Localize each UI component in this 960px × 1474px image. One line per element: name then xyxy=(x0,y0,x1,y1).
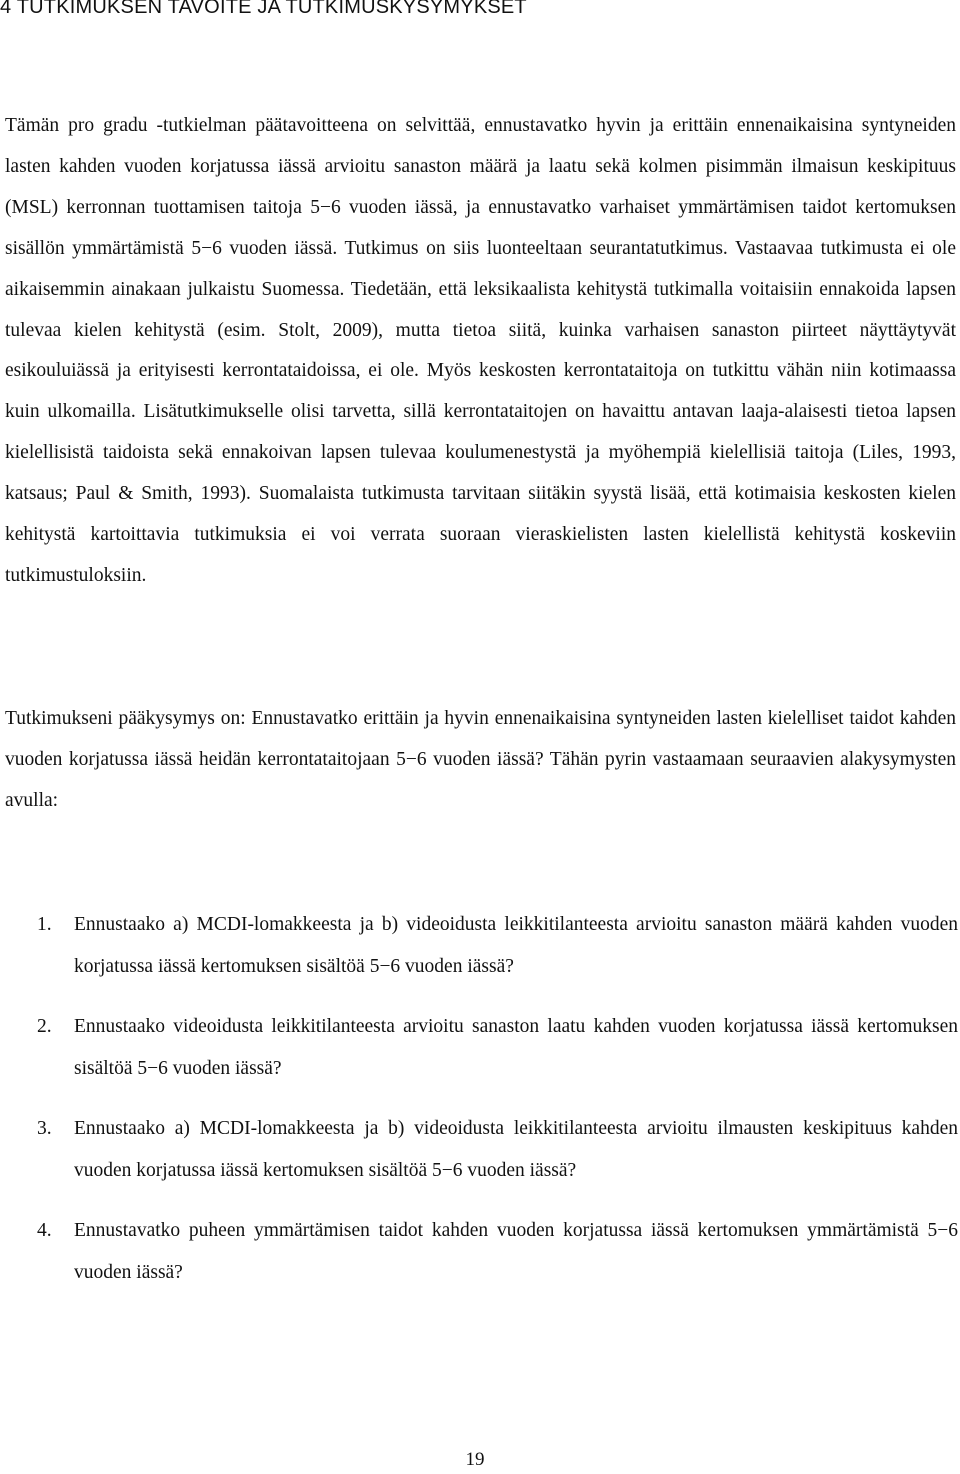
research-question-item xyxy=(37,1006,958,1090)
research-question-item xyxy=(37,1108,958,1192)
question-number: 3. xyxy=(37,1118,52,1139)
question-number: 1. xyxy=(37,914,52,935)
main-question-paragraph: Tutkimukseni pääkysymys on: Ennustavatko erittäin ja hyvin ennenaikaisina syntyneiden lasten kielelliset taidot kahden vuoden korjatussa iässä heidän kerrontataitojaan 5−6 vuoden iässä? Tähän pyrin vastaamaan seuraavien alakysymysten avulla: xyxy=(5,708,956,811)
question-text: Ennustaako a) MCDI-lomakkeesta ja b) videoidusta leikkitilanteesta arvioitu sanaston määrä kahden vuoden korjatussa iässä kertomuksen sisältöä 5−6 vuoden iässä? xyxy=(74,914,958,977)
section-heading: 4 TUTKIMUKSEN TAVOITE JA TUTKIMUSKYSYMYKSET xyxy=(0,0,527,18)
question-number: 2. xyxy=(37,1016,52,1037)
question-text: Ennustaako a) MCDI-lomakkeesta ja b) videoidusta leikkitilanteesta arvioitu ilmausten keskipituus kahden vuoden korjatussa iässä kertomuksen sisältöä 5−6 vuoden iässä? xyxy=(74,1118,958,1181)
intro-paragraph: Tämän pro gradu -tutkielman päätavoitteena on selvittää, ennustavatko hyvin ja erittäin ennenaikaisina syntyneiden lasten kahden vuoden korjatussa iässä arvioitu sanaston määrä ja laatu sekä kolmen pisimmän ilmaisun keskipituus (MSL) kerronnan tuottamisen taitoja 5−6 vuoden iässä, ja ennustavatko varhaiset ymmärtämisen taidot kertomuksen sisällön ymmärtämistä 5−6 vuoden iässä. Tutkimus on siis luonteeltaan seurantatutkimus. Vastaavaa tutkimusta ei ole aikaisemmin ainakaan julkaistu Suomessa. Tiedetään, että leksikaalista kehitystä tutkimalla voitaisiin ennakoida lapsen tulevaa kielen kehitystä (esim. Stolt, 2009), mutta tietoa siitä, kuinka varhaisen sanaston piirteet näyttäytyvät esikouluiässä ja erityisesti kerrontataidoissa, ei ole. Myös keskosten kerrontataitoja on tutkittu vähän niin kotimaassa kuin ulkomailla. Lisätutkimukselle olisi tarvetta, sillä kerrontataitojen on havaittu antavan laaja-alaisesti tietoa lapsen kielellisistä taidoista sekä ennakoivan lapsen tulevaa koulumenestystä ja myöhempiä kielellisiä taitoja (Liles, 1993, katsaus; Paul & Smith, 1993). Suomalaista tutkimusta tarvitaan siitäkin syystä lisää, että kotimaisia keskosten kielen kehitystä kartoittavia tutkimuksia ei voi verrata suoraan vieraskielisten lasten kielellistä kehitystä koskeviin tutkimustuloksiin. xyxy=(5,115,956,586)
research-question-item xyxy=(37,904,958,988)
question-text: Ennustavatko puheen ymmärtämisen taidot kahden vuoden korjatussa iässä kertomuksen ymmärtämistä 5−6 vuoden iässä? xyxy=(74,1220,958,1283)
question-number: 4. xyxy=(37,1220,52,1241)
question-text: Ennustaako videoidusta leikkitilanteesta arvioitu sanaston laatu kahden vuoden korjatussa iässä kertomuksen sisältöä 5−6 vuoden iässä? xyxy=(74,1016,958,1079)
page-number: 19 xyxy=(465,1449,485,1470)
research-question-item xyxy=(37,1210,958,1294)
